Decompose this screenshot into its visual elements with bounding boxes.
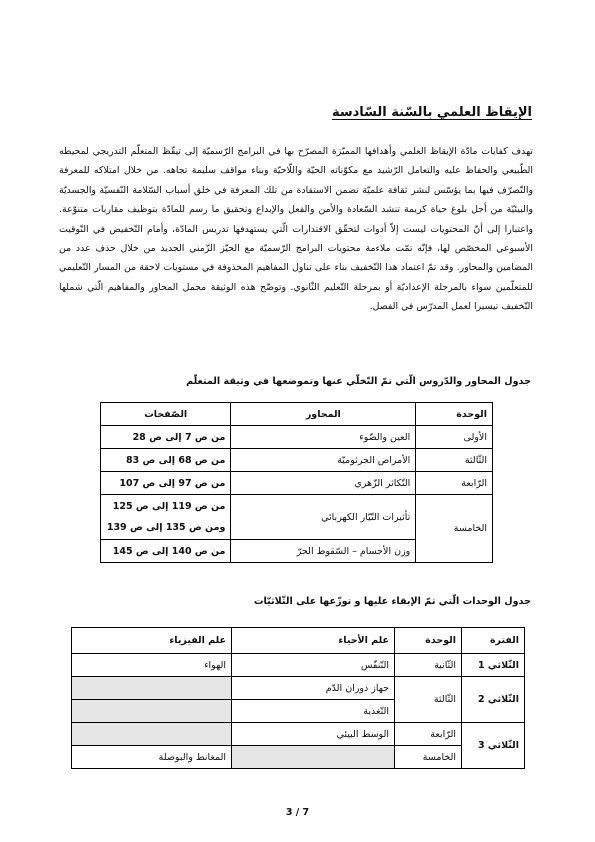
biology-cell-empty — [232, 746, 395, 769]
biology-cell: التّغذية — [232, 700, 395, 723]
table-header-row — [72, 628, 525, 654]
axis-cell: الأمراض الجرثوميّة — [231, 449, 416, 472]
physics-cell-empty — [72, 700, 232, 723]
table2-caption: جدول الوحدات الّتي تمّ الإبقاء عليها و توزّعها على الثّلاثيّات — [253, 596, 531, 607]
table-row — [72, 654, 525, 677]
header-pages: الصّفحات — [101, 403, 231, 426]
table-row — [72, 677, 525, 700]
physics-cell: المغانط والبوصلة — [72, 746, 232, 769]
removed-topics-table — [100, 402, 493, 563]
biology-cell: الوسط البيئي — [232, 723, 395, 746]
axis-cell: التّكاثر الزّهري — [231, 472, 416, 495]
unit-cell: الثّانية — [395, 654, 462, 677]
table-row — [101, 426, 493, 449]
unit-cell: الخامسة — [416, 495, 493, 563]
table-row — [101, 472, 493, 495]
table-header-row — [101, 403, 493, 426]
header-biology: علم الأحياء — [232, 628, 395, 654]
header-unit: الوحدة — [416, 403, 493, 426]
physics-cell: الهواء — [72, 654, 232, 677]
page-number: 3 / 7 — [285, 807, 310, 818]
table-row — [72, 723, 525, 746]
pages-cell: من ص 7 إلى ص 28 — [101, 426, 231, 449]
unit-cell: الرّابعة — [395, 723, 462, 746]
axis-cell: تأثيرات التّيّار الكهربائي — [231, 495, 416, 540]
axis-cell: العين والضّوء — [231, 426, 416, 449]
pages-range: ومن ص 135 إلى ص 139 — [106, 522, 226, 533]
axis-cell: وزن الأجسام – السّقوط الحرّ — [231, 540, 416, 563]
header-unit: الوحدة — [395, 628, 462, 654]
page-title: الإيقاظ العلمي بالسّنة السّادسة — [331, 105, 532, 120]
period-cell: الثّلاثي 1 — [462, 654, 525, 677]
pages-cell: من ص 97 إلى ص 107 — [101, 472, 231, 495]
biology-cell: جهاز دوران الدّم — [232, 677, 395, 700]
header-axes: المحاور — [231, 403, 416, 426]
table-row — [72, 746, 525, 769]
header-period: الفترة — [462, 628, 525, 654]
table1-caption: جدول المحاور والدّروس الّتي تمّ التّخلّي عنها وتموضعها في وثيقة المتعلّم — [186, 376, 531, 387]
unit-cell: الثّالثة — [416, 449, 493, 472]
biology-cell: التّنفّس — [232, 654, 395, 677]
period-cell: الثّلاثي 2 — [462, 677, 525, 723]
pages-cell: من ص 68 إلى ص 83 — [101, 449, 231, 472]
table-row — [101, 449, 493, 472]
pages-range: من ص 119 إلى ص 125 — [112, 501, 226, 512]
kept-units-table — [71, 627, 525, 769]
period-cell: الثّلاثي 3 — [462, 723, 525, 769]
unit-cell: الخامسة — [395, 746, 462, 769]
unit-cell: الأولى — [416, 426, 493, 449]
intro-paragraph: تهدف كفايات مادّة الإيقاظ العلمي وأهدافها المميّزة المصرّح بها في البرامج الرّسميّة إلى تيقّظ المتعلّم التدريجي لمحيطه الطّبيعي والحفاظ عليه والتعامل الرّشيد مع مكوّناته الحيّة واللّاحيّة وبناء مواقف سليمة تجاهه. من خلال امتلاكه للمعرفة والتّصرّف فيها بما يؤسّس لنشر ثقافة علميّة تضمن الاستفادة من تلك المعرفة في خلق أسباب السّلامة النّفسيّة والجسديّة والبيئيّة من أجل بلوغ حياة كريمة تنشد السّعادة والأمن والفعل والإبداع وتحقيق ما رسم للمادّة بتوظيف مقاربات متنوّعة. واعتبارا إلى أنّ المحتويات ليست إلاّ أدوات لتحقّق الاقتدارات الّتي يستهدفها تدريس المادّة، وأمام التّخفيض في التّوقيت الأسبوعي المخصّص لها، فإنّه تمّت ملاءمة محتويات البرامج الرّسميّة مع الحيّز الزّمني الجديد من خلال حذف عدد من المضامين والمحاور. وقد تمّ اعتماد هذا التّخفيف بناء على تناول المفاهيم المحذوفة في مستويات لاحقة من المسار التّعليمي للمتعلّمين سواء بالمرحلة الإعداديّة أو بمرحلة التّعليم الثّانوي. وتوضّح هذه الوثيقة مجمل المحاور والمفاهيم الّتي شملها التّخفيف تيسيرا لعمل المدرّس في الفصل. — [59, 146, 533, 313]
physics-cell-empty — [72, 677, 232, 700]
physics-cell-empty — [72, 723, 232, 746]
pages-cell: من ص 140 إلى ص 145 — [101, 540, 231, 563]
table-row — [101, 495, 493, 540]
pages-cell — [101, 495, 231, 540]
unit-cell: الثّالثة — [395, 677, 462, 723]
header-physics: علم الفيزياء — [72, 628, 232, 654]
unit-cell: الرّابعة — [416, 472, 493, 495]
